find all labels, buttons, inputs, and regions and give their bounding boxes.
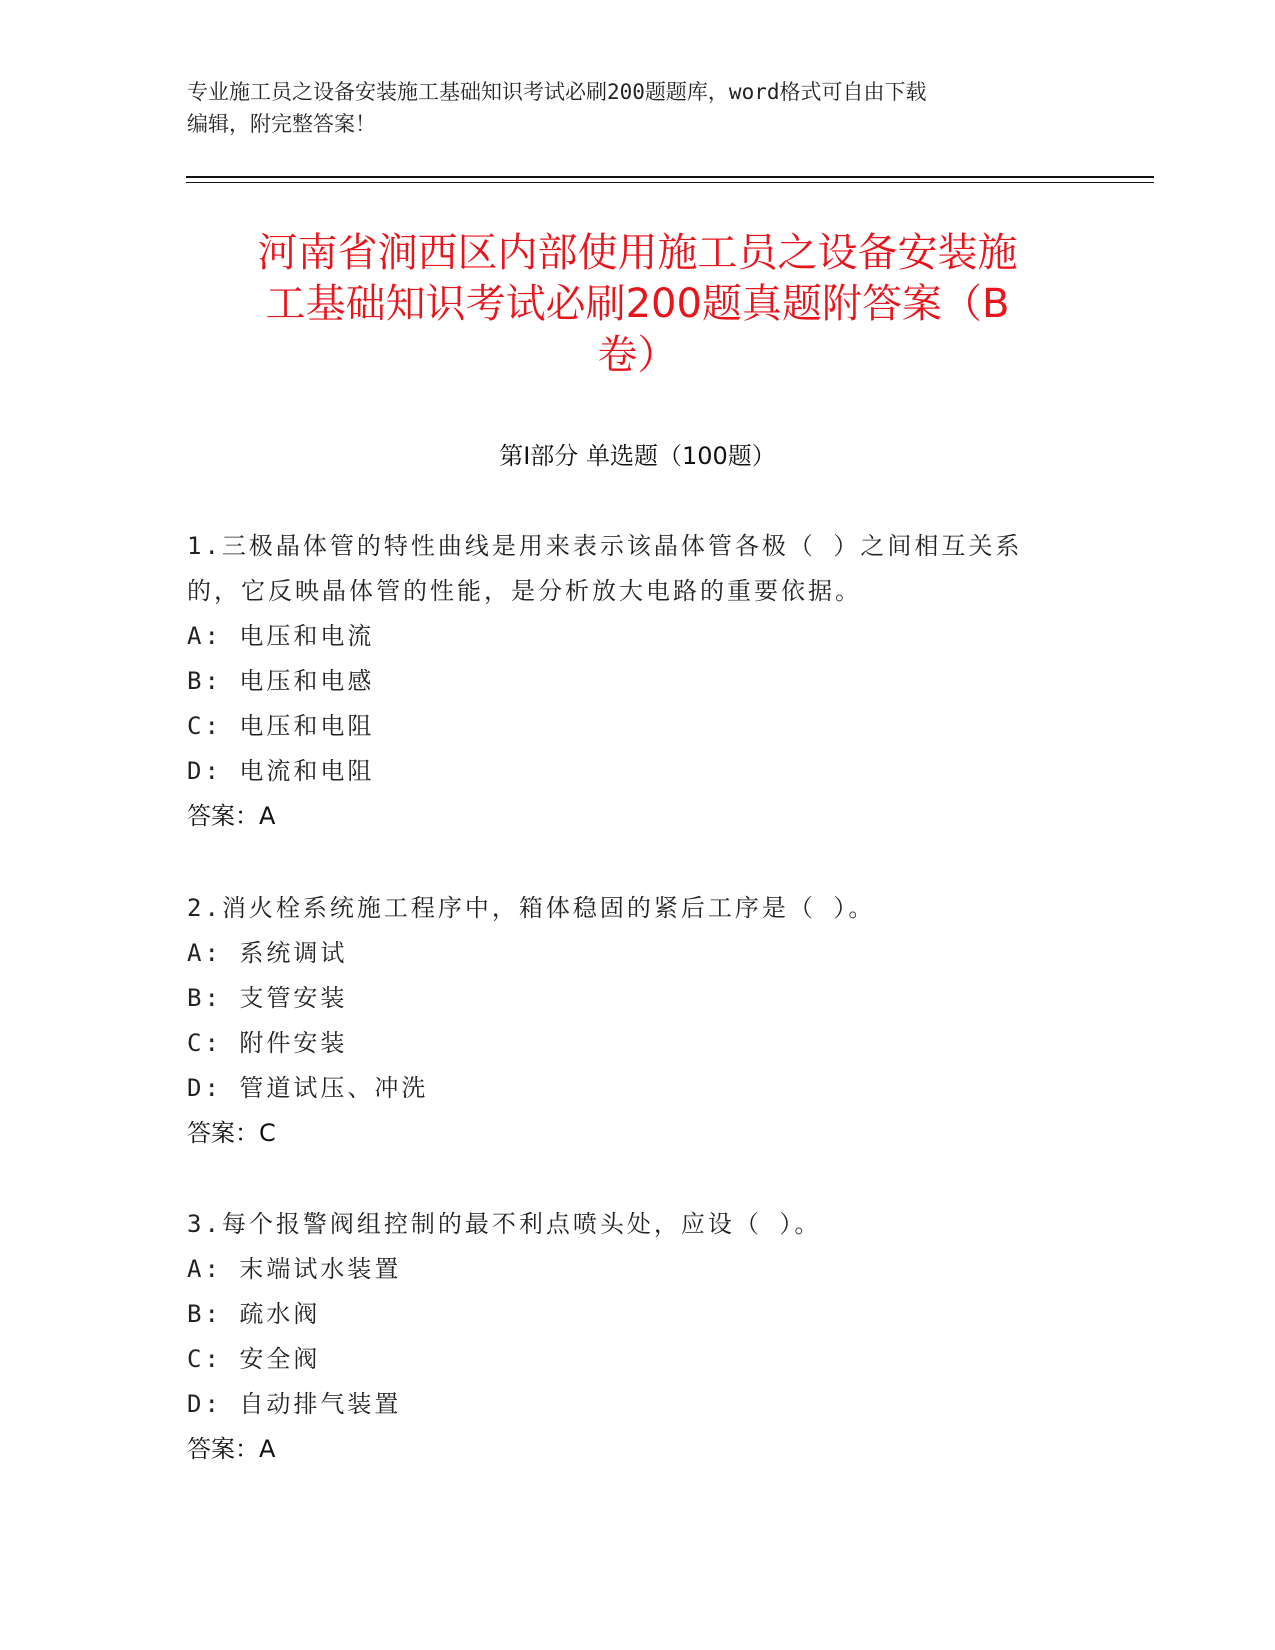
- section-heading: 第Ⅰ部分 单选题（100题）: [499, 442, 776, 470]
- answer: 答案：C: [187, 1119, 276, 1147]
- header-note-line1: 专业施工员之设备安装施工基础知识考试必刷200题题库，word格式可自由下载: [187, 80, 927, 104]
- option-a: A: 电压和电流: [187, 622, 375, 650]
- header-note: [187, 76, 1087, 140]
- question-stem-line2: 的，它反映晶体管的性能，是分析放大电路的重要依据。: [187, 577, 862, 605]
- option-c: C: 安全阀: [187, 1345, 321, 1373]
- option-d: D: 自动排气装置: [187, 1390, 402, 1418]
- option-b: B: 电压和电感: [187, 667, 375, 695]
- document-title-line3: 卷）: [597, 332, 678, 378]
- question-stem: [187, 524, 1077, 614]
- option-a: A: 系统调试: [187, 939, 348, 967]
- option-b: B: 支管安装: [187, 984, 348, 1012]
- answer: 答案：A: [187, 1435, 276, 1463]
- header-note-line2: 编辑，附完整答案！: [187, 112, 376, 136]
- header-rule-thick: [186, 176, 1154, 178]
- question-block: [187, 1202, 1077, 1472]
- question-stem: 2.消火栓系统施工程序中，箱体稳固的紧后工序是（ ）。: [187, 894, 876, 922]
- option-c: C: 附件安装: [187, 1029, 348, 1057]
- document-title: [160, 228, 1115, 381]
- option-d: D: 管道试压、冲洗: [187, 1074, 429, 1102]
- question-stem-line1: 1.三极晶体管的特性曲线是用来表示该晶体管各极（ ）之间相互关系: [187, 532, 1023, 560]
- option-d: D: 电流和电阻: [187, 757, 375, 785]
- question-block: [187, 886, 1077, 1156]
- option-c: C: 电压和电阻: [187, 712, 375, 740]
- header-rule-thin: [186, 182, 1154, 183]
- option-b: B: 疏水阀: [187, 1300, 321, 1328]
- document-title-line2: 工基础知识考试必刷200题真题附答案（B: [265, 281, 1010, 327]
- option-a: A: 末端试水装置: [187, 1255, 402, 1283]
- question-block: [187, 524, 1077, 839]
- answer: 答案：A: [187, 802, 276, 830]
- question-stem: 3.每个报警阀组控制的最不利点喷头处，应设（ ）。: [187, 1210, 822, 1238]
- document-title-line1: 河南省涧西区内部使用施工员之设备安装施: [257, 230, 1018, 276]
